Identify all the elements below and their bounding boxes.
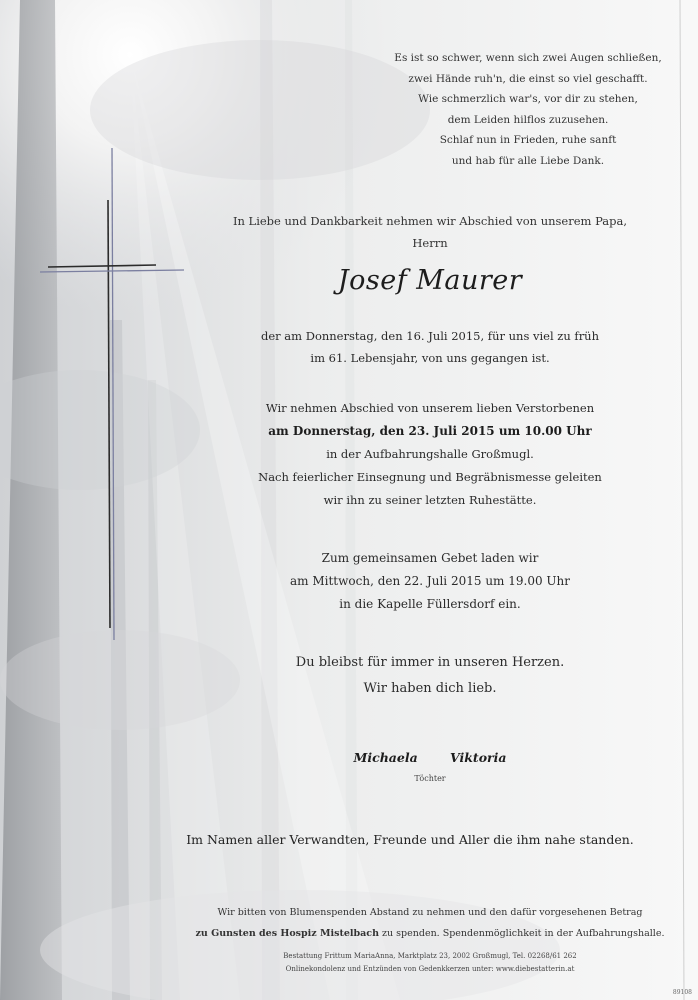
prayer-date: am Mittwoch, den 22. Juli 2015 um 19.00 Uhr xyxy=(290,574,570,588)
poem-line: Wie schmerzlich war's, vor dir zu stehen, xyxy=(418,93,638,105)
donation-recipient: zu Gunsten des Hospiz Mistelbach xyxy=(195,928,379,939)
farewell-line: Wir nehmen Abschied von unserem lieben Verstorbenen xyxy=(265,401,595,415)
signer-name: Viktoria xyxy=(450,750,507,765)
closing-line: Du bleibst für immer in unseren Herzen. xyxy=(295,655,565,670)
intro-title: Herrn xyxy=(412,236,448,250)
poem-line: Schlaf nun in Frieden, ruhe sanft xyxy=(439,134,617,146)
funeral-home-address: Bestattung Frittum MariaAnna, Marktplatz 23, 2002 Großmugl, Tel. 02268/61 262 xyxy=(283,952,577,960)
closing-words xyxy=(150,650,698,702)
farewell-line: wir ihn zu seiner letzten Ruhestätte. xyxy=(323,493,537,507)
prayer-location: in die Kapelle Füllersdorf ein. xyxy=(339,597,521,611)
farewell-details xyxy=(150,397,698,512)
poem-line: zwei Hände ruh'n, die einst so viel geschafft. xyxy=(408,72,648,85)
donation-request xyxy=(150,902,698,944)
intro-text xyxy=(150,210,698,254)
donation-line xyxy=(150,923,698,944)
funeral-home-website: Onlinekondolenz und Entzünden von Gedenkkerzen unter: www.diebestatterin.at xyxy=(285,965,575,973)
funeral-date: am Donnerstag, den 23. Juli 2015 um 10.00 Uhr xyxy=(268,424,592,438)
relatives-line: Im Namen aller Verwandten, Freunde und Aller die ihm nahe standen. xyxy=(186,832,634,847)
signer-name: Michaela xyxy=(353,750,418,765)
deceased-name: Josef Maurer xyxy=(337,265,523,296)
prayer-line: Zum gemeinsamen Gebet laden wir xyxy=(321,551,539,565)
print-code: 89108 xyxy=(672,989,692,996)
signer-role: Töchter xyxy=(414,774,446,783)
death-notice xyxy=(150,325,698,369)
memorial-poem xyxy=(380,48,676,171)
poem-line: Es ist so schwer, wenn sich zwei Augen schließen, xyxy=(394,52,662,64)
farewell-location: in der Aufbahrungshalle Großmugl. xyxy=(326,447,534,461)
death-notice-line: im 61. Lebensjahr, von uns gegangen ist. xyxy=(310,351,550,365)
death-notice-line: der am Donnerstag, den 16. Juli 2015, für uns viel zu früh xyxy=(260,329,599,343)
prayer-invitation xyxy=(150,547,698,616)
donation-line-rest: zu spenden. Spendenmöglichkeit in der Aufbahrungshalle. xyxy=(379,928,665,939)
farewell-line: Nach feierlicher Einsegnung und Begräbnismesse geleiten xyxy=(258,470,602,484)
closing-line: Wir haben dich lieb. xyxy=(363,681,497,696)
signers xyxy=(150,750,698,765)
poem-line: dem Leiden hilflos zuzusehen. xyxy=(447,113,609,126)
funeral-home-footer xyxy=(150,950,698,976)
poem-line: und hab für alle Liebe Dank. xyxy=(451,154,605,167)
donation-line: Wir bitten von Blumenspenden Abstand zu nehmen und den dafür vorgesehenen Betrag xyxy=(217,907,643,918)
intro-line: In Liebe und Dankbarkeit nehmen wir Abschied von unserem Papa, xyxy=(232,214,628,228)
